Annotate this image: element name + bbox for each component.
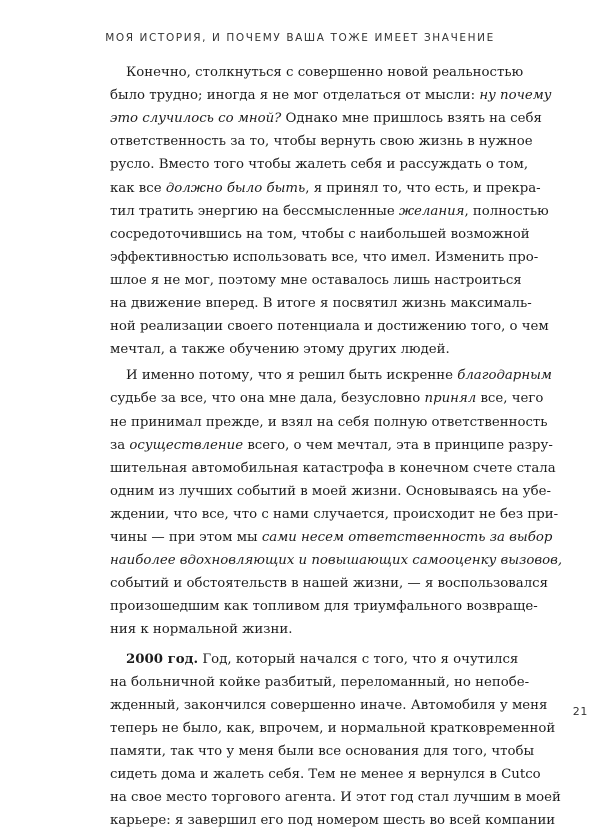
text-line: [110, 550, 563, 572]
text-line: [110, 247, 539, 269]
text-run: принял: [424, 391, 477, 407]
text-line: [110, 787, 561, 809]
text-run: это случилось со мной?: [110, 111, 282, 127]
text-run: не принимал прежде, и взял на себя полную ответственность: [110, 414, 548, 430]
text-run: было трудно; иногда я не мог отделаться от мысли:: [110, 88, 480, 104]
text-line: [110, 573, 549, 595]
text-run: теперь не было, как, впрочем, и нормальной кратковременной: [110, 720, 556, 736]
text-line: [110, 672, 530, 694]
text-run: 2000 год.: [126, 651, 199, 667]
text-run: произошедшим как топливом для триумфального возвраще-: [110, 599, 538, 615]
text-run: ждении, что все, что с нами случается, происходит не без при-: [110, 506, 559, 522]
text-run: жденный, закончился совершенно иначе. Автомобиля у меня: [110, 697, 548, 713]
text-run: И именно потому, что я решил быть искренне: [126, 368, 458, 384]
text-run: как все: [110, 180, 166, 196]
text-line: [110, 481, 551, 503]
text-line: [110, 178, 541, 200]
text-line: [110, 458, 556, 480]
text-line: [110, 131, 533, 153]
text-line: [110, 504, 559, 526]
text-run: ния к нормальной жизни.: [110, 622, 293, 638]
text-run: событий и обстоятельств в нашей жизни, — я воспользовался: [110, 576, 549, 592]
text-run: всего, о чем мечтал, эта в принципе разру-: [243, 437, 553, 453]
text-line: [110, 810, 556, 832]
text-run: сидеть дома и жалеть себя. Тем не менее я вернулся в Cutco: [110, 767, 541, 782]
text-run: чины — при этом мы: [110, 530, 262, 545]
text-line: [110, 224, 530, 246]
text-run: на больничной койке разбитый, переломанный, но непобе-: [110, 674, 530, 690]
page-number: 21: [572, 705, 588, 718]
text-run: сами несем ответственность за выбор: [261, 530, 553, 545]
running-header: МОЯ ИСТОРИЯ, И ПОЧЕМУ ВАША ТОЖЕ ИМЕЕТ ЗНАЧЕНИЕ: [105, 32, 495, 44]
text-run: все, чего: [476, 391, 544, 407]
text-run: желания: [398, 203, 465, 219]
text-run: наиболее вдохновляющих и повышающих самооценку вызовов,: [110, 553, 563, 569]
text-run: на движение вперед. В итоге я посвятил жизнь максималь-: [110, 296, 532, 311]
text-run: карьере: я завершил его под номером шесть во всей компании: [110, 813, 556, 829]
text-run: мечтал, а также обучению этому других людей.: [110, 342, 450, 358]
text-line: [110, 201, 549, 223]
text-run: русло. Вместо того чтобы жалеть себя и рассуждать о том,: [110, 157, 529, 173]
text-run: ной реализации своего потенциала и достижению того, о чем: [110, 319, 549, 335]
text-run: эффективностью использовать все, что имел. Изменить про-: [110, 249, 539, 265]
text-run: одним из лучших событий в моей жизни. Основываясь на убе-: [110, 483, 551, 499]
text-run: , я принял то, что есть, и прекра-: [305, 180, 541, 196]
text-line: [110, 85, 552, 107]
text-run: осуществление: [129, 437, 244, 453]
text-line: [110, 527, 553, 549]
text-run: должно было быть: [165, 180, 306, 196]
text-run: , полностью: [464, 203, 549, 219]
text-run: ну почему: [479, 88, 552, 104]
text-line: [110, 741, 535, 763]
text-line: [126, 649, 519, 671]
text-run: сосредоточившись на том, чтобы с наибольшей возможной: [110, 226, 530, 242]
text-line: [110, 388, 544, 410]
text-line: [126, 365, 552, 387]
text-line: [110, 108, 542, 130]
text-line: [110, 270, 522, 292]
text-run: Однако мне пришлось взять на себя: [281, 111, 542, 127]
text-run: ответственность за то, чтобы вернуть свою жизнь в нужное: [110, 134, 533, 150]
text-run: Конечно, столкнуться с совершенно новой реальностью: [126, 65, 524, 80]
text-run: тил тратить энергию на бессмысленные: [110, 203, 399, 219]
text-run: на свое место торгового агента. И этот год стал лучшим в моей: [110, 790, 561, 806]
text-run: шительная автомобильная катастрофа в конечном счете стала: [110, 460, 556, 476]
text-line: [110, 316, 549, 338]
text-line: [110, 619, 486, 641]
text-run: шлое я не мог, поэтому мне оставалось лишь настроиться: [110, 272, 522, 288]
text-line: [110, 718, 556, 740]
text-line: [110, 293, 532, 315]
text-line: [110, 339, 486, 361]
text-line: [110, 764, 541, 786]
text-line: [110, 154, 529, 176]
text-line: [110, 412, 548, 434]
text-run: судьбе за все, что она мне дала, безусловно: [110, 391, 425, 407]
text-run: Год, который начался с того, что я очутился: [198, 651, 519, 667]
text-line: [110, 695, 548, 717]
text-line: [126, 62, 524, 84]
text-run: за: [110, 437, 130, 453]
text-line: [110, 435, 553, 457]
text-run: памяти, так что у меня были все основания для того, чтобы: [110, 743, 535, 759]
text-run: благодарным: [457, 368, 552, 384]
text-line: [110, 596, 538, 618]
